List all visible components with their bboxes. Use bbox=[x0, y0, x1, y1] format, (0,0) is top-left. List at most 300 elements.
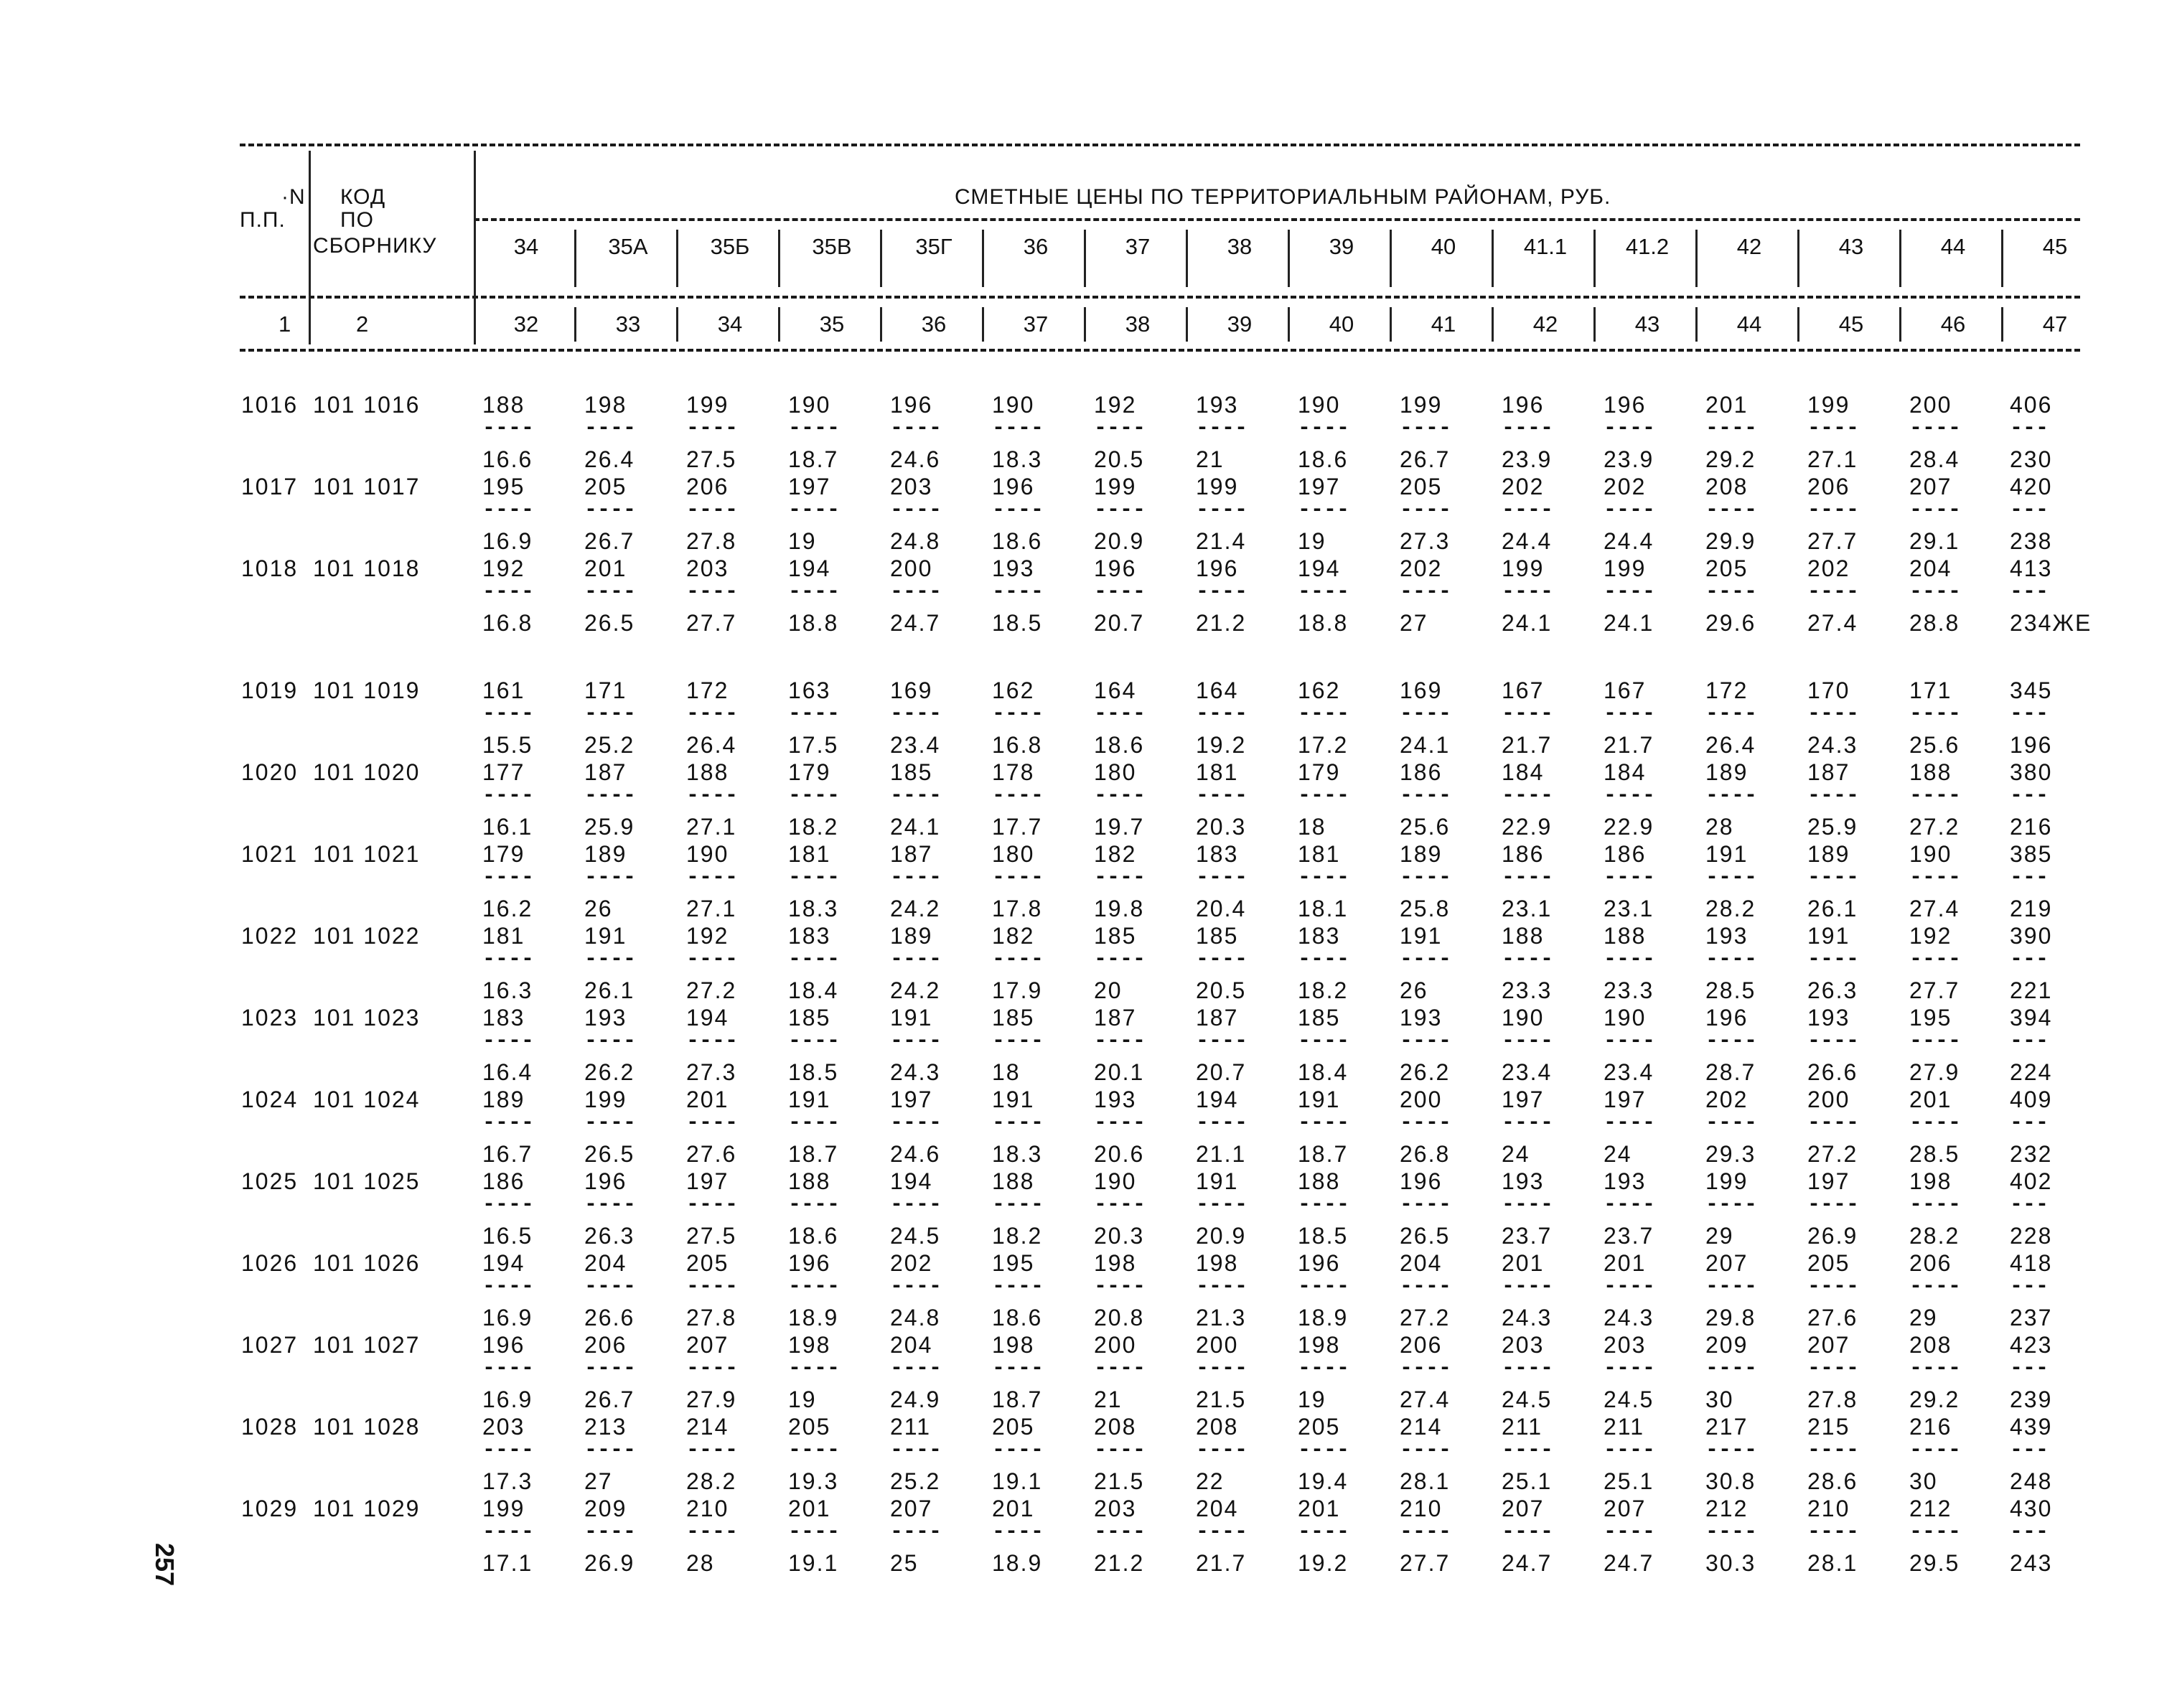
price-bottom: 27.3 bbox=[686, 1059, 737, 1085]
price-top: 208 bbox=[1196, 1414, 1239, 1440]
column-separator bbox=[982, 230, 984, 287]
price-bottom: 26.6 bbox=[584, 1305, 635, 1331]
fraction-dash: ---- bbox=[1196, 498, 1248, 522]
price-top: 185 bbox=[1094, 923, 1137, 949]
price-bottom: 29.3 bbox=[1705, 1141, 1756, 1167]
column-separator bbox=[1186, 307, 1188, 342]
header-separator bbox=[474, 151, 476, 344]
price-top: 188 bbox=[1604, 923, 1647, 949]
fraction-dash: ---- bbox=[1807, 865, 1860, 890]
price-bottom: 248 bbox=[2010, 1468, 2053, 1494]
price-bottom: 26.8 bbox=[1400, 1141, 1451, 1167]
price-bottom: 20.6 bbox=[1094, 1141, 1145, 1167]
price-bottom: 27.9 bbox=[686, 1386, 737, 1412]
price-bottom: 30 bbox=[1705, 1386, 1734, 1412]
fraction-dash: ---- bbox=[1604, 1029, 1656, 1054]
price-top: 214 bbox=[1400, 1414, 1443, 1440]
price-top: 199 bbox=[1196, 474, 1239, 499]
fraction-dash: ---- bbox=[890, 865, 942, 890]
price-top: 409 bbox=[2010, 1087, 2053, 1112]
price-bottom: 26.4 bbox=[1705, 732, 1756, 758]
fraction-dash: ---- bbox=[788, 416, 841, 441]
price-bottom: 29.9 bbox=[1705, 528, 1756, 554]
fraction-dash: ---- bbox=[992, 702, 1044, 726]
fraction-dash: ---- bbox=[992, 498, 1044, 522]
price-bottom: 21.7 bbox=[1502, 732, 1553, 758]
column-separator bbox=[1084, 230, 1086, 287]
fraction-dash: ---- bbox=[1196, 865, 1248, 890]
fraction-dash: ---- bbox=[1909, 784, 1962, 808]
fraction-dash: ---- bbox=[1807, 784, 1860, 808]
header-n-label: ·N bbox=[281, 185, 306, 209]
price-bottom: 24.3 bbox=[1807, 732, 1858, 758]
column-separator bbox=[676, 230, 678, 287]
price-top: 202 bbox=[1400, 555, 1443, 581]
fraction-dash: ---- bbox=[1705, 1275, 1758, 1299]
district-code: 41.1 bbox=[1523, 234, 1568, 259]
price-bottom: 232 bbox=[2010, 1141, 2053, 1167]
price-top: 202 bbox=[1705, 1087, 1749, 1112]
price-top: 162 bbox=[1298, 677, 1341, 703]
price-top: 164 bbox=[1196, 677, 1239, 703]
fraction-dash: ---- bbox=[1807, 416, 1860, 441]
fraction-dash: ---- bbox=[890, 1193, 942, 1217]
row-number: 1021 bbox=[241, 841, 299, 867]
fraction-dash: ---- bbox=[1196, 1438, 1248, 1463]
page-number: 257 bbox=[150, 1543, 179, 1587]
price-top: 193 bbox=[1807, 1005, 1850, 1031]
price-bottom: 29.6 bbox=[1705, 610, 1756, 636]
price-top: 172 bbox=[686, 677, 729, 703]
row-code: 101 1017 bbox=[313, 474, 421, 499]
price-bottom: 24.1 bbox=[1400, 732, 1451, 758]
price-top: 206 bbox=[1807, 474, 1850, 499]
column-number: 35 bbox=[819, 311, 845, 337]
fraction-dash: ---- bbox=[788, 1029, 841, 1054]
fraction-dash: ---- bbox=[1298, 865, 1350, 890]
price-bottom: 16.1 bbox=[482, 814, 533, 840]
fraction-dash: ---- bbox=[1705, 1029, 1758, 1054]
fraction-dash: ---- bbox=[1604, 865, 1656, 890]
fraction-dash: ---- bbox=[1502, 1275, 1554, 1299]
price-bottom: 18.6 bbox=[1094, 732, 1145, 758]
price-top: 208 bbox=[1705, 474, 1749, 499]
fraction-dash: ---- bbox=[1400, 702, 1452, 726]
price-top: 205 bbox=[992, 1414, 1035, 1440]
price-top: 198 bbox=[788, 1332, 831, 1358]
fraction-dash: ---- bbox=[1400, 498, 1452, 522]
price-top: 212 bbox=[1705, 1496, 1749, 1521]
price-bottom: 29.2 bbox=[1705, 446, 1756, 472]
fraction-dash: ---- bbox=[1298, 1520, 1350, 1544]
fraction-dash: ---- bbox=[482, 1356, 535, 1381]
price-top: 200 bbox=[1909, 392, 1952, 418]
price-top: 167 bbox=[1604, 677, 1647, 703]
column-number: 43 bbox=[1634, 311, 1660, 337]
fraction-dash: ---- bbox=[992, 1029, 1044, 1054]
column-number: 37 bbox=[1023, 311, 1049, 337]
fraction-dash: ---- bbox=[584, 702, 637, 726]
price-bottom: 20.4 bbox=[1196, 896, 1247, 921]
price-top: 184 bbox=[1604, 759, 1647, 785]
price-bottom: 27.7 bbox=[1807, 528, 1858, 554]
price-bottom: 28 bbox=[686, 1550, 715, 1576]
price-bottom: 23.7 bbox=[1604, 1223, 1654, 1249]
price-top: 203 bbox=[482, 1414, 525, 1440]
row-number: 1017 bbox=[241, 474, 299, 499]
column-number: 46 bbox=[1940, 311, 1966, 337]
fraction-dash: --- bbox=[2010, 1520, 2049, 1544]
fraction-dash: ---- bbox=[1705, 784, 1758, 808]
price-top: 210 bbox=[686, 1496, 729, 1521]
column-separator bbox=[2001, 230, 2003, 287]
fraction-dash: ---- bbox=[1807, 1193, 1860, 1217]
fraction-dash: ---- bbox=[584, 1356, 637, 1381]
price-top: 187 bbox=[1807, 759, 1850, 785]
fraction-dash: ---- bbox=[1298, 498, 1350, 522]
price-bottom: 29.8 bbox=[1705, 1305, 1756, 1331]
price-top: 209 bbox=[1705, 1332, 1749, 1358]
price-bottom: 18.1 bbox=[1298, 896, 1349, 921]
fraction-dash: ---- bbox=[1094, 1520, 1146, 1544]
price-bottom: 24.5 bbox=[1502, 1386, 1553, 1412]
price-top: 196 bbox=[1604, 392, 1647, 418]
price-top: 207 bbox=[890, 1496, 933, 1521]
price-bottom: 27.4 bbox=[1807, 610, 1858, 636]
fraction-dash: ---- bbox=[686, 784, 739, 808]
fraction-dash: ---- bbox=[1705, 1193, 1758, 1217]
fraction-dash: ---- bbox=[1604, 1438, 1656, 1463]
price-bottom: 24.4 bbox=[1502, 528, 1553, 554]
fraction-dash: ---- bbox=[1909, 1111, 1962, 1135]
fraction-dash: ---- bbox=[1909, 1193, 1962, 1217]
fraction-dash: ---- bbox=[686, 1356, 739, 1381]
fraction-dash: ---- bbox=[584, 1029, 637, 1054]
price-top: 180 bbox=[1094, 759, 1137, 785]
price-bottom: 16.8 bbox=[482, 610, 533, 636]
fraction-dash: ---- bbox=[482, 1520, 535, 1544]
price-bottom: 237 bbox=[2010, 1305, 2053, 1331]
price-bottom: 26.4 bbox=[686, 732, 737, 758]
column-number: 41 bbox=[1431, 311, 1456, 337]
price-bottom: 20.1 bbox=[1094, 1059, 1145, 1085]
row-number: 1027 bbox=[241, 1332, 299, 1358]
price-bottom: 19 bbox=[1298, 528, 1326, 554]
price-bottom: 27.2 bbox=[1807, 1141, 1858, 1167]
price-bottom: 26.6 bbox=[1807, 1059, 1858, 1085]
price-bottom: 27.4 bbox=[1400, 1386, 1451, 1412]
price-top: 205 bbox=[584, 474, 627, 499]
price-top: 390 bbox=[2010, 923, 2053, 949]
column-separator bbox=[778, 307, 780, 342]
price-top: 181 bbox=[788, 841, 831, 867]
price-bottom: 28.1 bbox=[1807, 1550, 1858, 1576]
price-top: 198 bbox=[584, 392, 627, 418]
fraction-dash: ---- bbox=[1502, 498, 1554, 522]
row-number: 1025 bbox=[241, 1168, 299, 1194]
price-top: 199 bbox=[1400, 392, 1443, 418]
price-bottom: 16.9 bbox=[482, 1305, 533, 1331]
price-top: 190 bbox=[1298, 392, 1341, 418]
fraction-dash: ---- bbox=[1807, 702, 1860, 726]
fraction-dash: ---- bbox=[788, 947, 841, 972]
price-bottom: 24.6 bbox=[890, 446, 941, 472]
price-bottom: 26.5 bbox=[1400, 1223, 1451, 1249]
price-bottom: 23.4 bbox=[890, 732, 941, 758]
price-bottom: 18.8 bbox=[1298, 610, 1349, 636]
fraction-dash: ---- bbox=[686, 1520, 739, 1544]
price-top: 191 bbox=[1196, 1168, 1239, 1194]
fraction-dash: --- bbox=[2010, 784, 2049, 808]
price-top: 186 bbox=[482, 1168, 525, 1194]
price-bottom: 26.5 bbox=[584, 1141, 635, 1167]
row-code: 101 1019 bbox=[313, 677, 421, 703]
price-top: 185 bbox=[890, 759, 933, 785]
price-top: 196 bbox=[1400, 1168, 1443, 1194]
price-top: 193 bbox=[1604, 1168, 1647, 1194]
price-top: 201 bbox=[788, 1496, 831, 1521]
fraction-dash: ---- bbox=[686, 702, 739, 726]
price-bottom: 19 bbox=[1298, 1386, 1326, 1412]
price-top: 194 bbox=[686, 1005, 729, 1031]
fraction-dash: ---- bbox=[1705, 1438, 1758, 1463]
price-top: 182 bbox=[1094, 841, 1137, 867]
price-top: 171 bbox=[584, 677, 627, 703]
fraction-dash: ---- bbox=[1196, 580, 1248, 604]
price-bottom: 23.1 bbox=[1502, 896, 1553, 921]
price-top: 188 bbox=[1909, 759, 1952, 785]
fraction-dash: ---- bbox=[992, 416, 1044, 441]
price-top: 187 bbox=[584, 759, 627, 785]
fraction-dash: ---- bbox=[1502, 1193, 1554, 1217]
fraction-dash: ---- bbox=[992, 1275, 1044, 1299]
price-bottom: 28.8 bbox=[1909, 610, 1960, 636]
fraction-dash: ---- bbox=[584, 580, 637, 604]
fraction-dash: ---- bbox=[584, 1520, 637, 1544]
price-bottom: 27.8 bbox=[686, 1305, 737, 1331]
price-bottom: 18.5 bbox=[992, 610, 1043, 636]
column-separator bbox=[1492, 230, 1494, 287]
fraction-dash: ---- bbox=[1909, 865, 1962, 890]
fraction-dash: ---- bbox=[1298, 1356, 1350, 1381]
price-top: 203 bbox=[686, 555, 729, 581]
price-bottom: 26.9 bbox=[1807, 1223, 1858, 1249]
price-bottom: 18.5 bbox=[1298, 1223, 1349, 1249]
price-top: 191 bbox=[1705, 841, 1749, 867]
price-top: 211 bbox=[1604, 1414, 1645, 1440]
fraction-dash: ---- bbox=[890, 784, 942, 808]
fraction-dash: ---- bbox=[1502, 1029, 1554, 1054]
price-bottom: 25.6 bbox=[1400, 814, 1451, 840]
fraction-dash: --- bbox=[2010, 416, 2049, 441]
price-bottom: 234ЖЕ bbox=[2010, 610, 2092, 636]
column-separator bbox=[1186, 230, 1188, 287]
column-separator bbox=[1288, 307, 1290, 342]
fraction-dash: ---- bbox=[1400, 1356, 1452, 1381]
price-bottom: 17.7 bbox=[992, 814, 1043, 840]
price-bottom: 18.4 bbox=[788, 977, 839, 1003]
price-bottom: 18.7 bbox=[1298, 1141, 1349, 1167]
price-bottom: 16.7 bbox=[482, 1141, 533, 1167]
price-bottom: 20.9 bbox=[1196, 1223, 1247, 1249]
price-bottom: 27.8 bbox=[1807, 1386, 1858, 1412]
row-number: 1029 bbox=[241, 1496, 299, 1521]
price-bottom: 25.6 bbox=[1909, 732, 1960, 758]
price-top: 196 bbox=[890, 392, 933, 418]
price-top: 183 bbox=[1196, 841, 1239, 867]
fraction-dash: ---- bbox=[584, 1275, 637, 1299]
price-bottom: 24.7 bbox=[1502, 1550, 1553, 1576]
fraction-dash: ---- bbox=[1298, 416, 1350, 441]
price-top: 198 bbox=[1196, 1250, 1239, 1276]
price-bottom: 196 bbox=[2010, 732, 2053, 758]
price-top: 193 bbox=[1400, 1005, 1443, 1031]
fraction-dash: ---- bbox=[1705, 1520, 1758, 1544]
price-top: 197 bbox=[1502, 1087, 1545, 1112]
price-bottom: 28.1 bbox=[1400, 1468, 1451, 1494]
price-bottom: 20.5 bbox=[1196, 977, 1247, 1003]
price-top: 193 bbox=[1196, 392, 1239, 418]
price-bottom: 28.6 bbox=[1807, 1468, 1858, 1494]
fraction-dash: ---- bbox=[1298, 1275, 1350, 1299]
fraction-dash: ---- bbox=[1502, 1520, 1554, 1544]
fraction-dash: ---- bbox=[686, 1193, 739, 1217]
fraction-dash: ---- bbox=[992, 947, 1044, 972]
fraction-dash: ---- bbox=[686, 947, 739, 972]
price-top: 217 bbox=[1705, 1414, 1749, 1440]
column-number: 42 bbox=[1532, 311, 1558, 337]
district-code: 42 bbox=[1736, 234, 1762, 259]
fraction-dash: ---- bbox=[1604, 416, 1656, 441]
price-bottom: 28 bbox=[1705, 814, 1734, 840]
price-top: 423 bbox=[2010, 1332, 2053, 1358]
fraction-dash: ---- bbox=[584, 784, 637, 808]
price-bottom: 24.8 bbox=[890, 1305, 941, 1331]
price-bottom: 24.2 bbox=[890, 977, 941, 1003]
fraction-dash: ---- bbox=[1400, 1111, 1452, 1135]
price-top: 172 bbox=[1705, 677, 1749, 703]
fraction-dash: ---- bbox=[1094, 1356, 1146, 1381]
price-bottom: 219 bbox=[2010, 896, 2053, 921]
price-top: 197 bbox=[788, 474, 831, 499]
price-top: 439 bbox=[2010, 1414, 2053, 1440]
price-top: 171 bbox=[1909, 677, 1952, 703]
fraction-dash: ---- bbox=[1604, 784, 1656, 808]
fraction-dash: ---- bbox=[1502, 580, 1554, 604]
price-bottom: 26.1 bbox=[1807, 896, 1858, 921]
fraction-dash: ---- bbox=[1502, 702, 1554, 726]
price-top: 202 bbox=[1807, 555, 1850, 581]
price-top: 199 bbox=[1502, 555, 1545, 581]
row-code: 101 1023 bbox=[313, 1005, 421, 1031]
column-number: 44 bbox=[1736, 311, 1762, 337]
price-bottom: 228 bbox=[2010, 1223, 2053, 1249]
row-number: 1022 bbox=[241, 923, 299, 949]
price-top: 204 bbox=[1196, 1496, 1239, 1521]
district-code: 34 bbox=[513, 234, 539, 259]
price-bottom: 18.7 bbox=[788, 446, 839, 472]
price-top: 196 bbox=[1094, 555, 1137, 581]
price-top: 201 bbox=[1705, 392, 1749, 418]
price-top: 420 bbox=[2010, 474, 2053, 499]
price-top: 161 bbox=[482, 677, 525, 703]
row-number: 1016 bbox=[241, 392, 299, 418]
price-bottom: 16.9 bbox=[482, 528, 533, 554]
price-bottom: 27.1 bbox=[686, 896, 737, 921]
price-top: 206 bbox=[1909, 1250, 1952, 1276]
price-top: 185 bbox=[992, 1005, 1035, 1031]
price-top: 196 bbox=[482, 1332, 525, 1358]
header-rule-columns bbox=[240, 296, 2080, 299]
price-bottom: 24.3 bbox=[890, 1059, 941, 1085]
fraction-dash: --- bbox=[2010, 1111, 2049, 1135]
column-separator bbox=[1797, 307, 1799, 342]
price-bottom: 26 bbox=[584, 896, 613, 921]
row-number: 1028 bbox=[241, 1414, 299, 1440]
price-bottom: 26.2 bbox=[1400, 1059, 1451, 1085]
price-top: 394 bbox=[2010, 1005, 2053, 1031]
column-number: 38 bbox=[1125, 311, 1151, 337]
price-top: 207 bbox=[1502, 1496, 1545, 1521]
fraction-dash: ---- bbox=[1705, 865, 1758, 890]
price-bottom: 27.2 bbox=[1400, 1305, 1451, 1331]
fraction-dash: ---- bbox=[890, 947, 942, 972]
fraction-dash: ---- bbox=[1094, 416, 1146, 441]
price-top: 200 bbox=[1094, 1332, 1137, 1358]
fraction-dash: --- bbox=[2010, 1438, 2049, 1463]
price-bottom: 27.8 bbox=[686, 528, 737, 554]
price-bottom: 21.7 bbox=[1604, 732, 1654, 758]
price-bottom: 20.3 bbox=[1094, 1223, 1145, 1249]
price-bottom: 21.3 bbox=[1196, 1305, 1247, 1331]
district-code: 35Г bbox=[915, 234, 952, 259]
fraction-dash: ---- bbox=[1400, 580, 1452, 604]
price-top: 194 bbox=[890, 1168, 933, 1194]
fraction-dash: ---- bbox=[1094, 947, 1146, 972]
row-code: 101 1020 bbox=[313, 759, 421, 785]
district-code: 38 bbox=[1227, 234, 1253, 259]
price-bottom: 17.8 bbox=[992, 896, 1043, 921]
price-top: 195 bbox=[992, 1250, 1035, 1276]
price-top: 169 bbox=[890, 677, 933, 703]
price-top: 188 bbox=[686, 759, 729, 785]
price-bottom: 20.7 bbox=[1094, 610, 1145, 636]
fraction-dash: --- bbox=[2010, 702, 2049, 726]
price-bottom: 18.2 bbox=[992, 1223, 1043, 1249]
fraction-dash: ---- bbox=[1807, 1520, 1860, 1544]
fraction-dash: ---- bbox=[686, 1029, 739, 1054]
price-top: 197 bbox=[1298, 474, 1341, 499]
price-top: 202 bbox=[890, 1250, 933, 1276]
fraction-dash: ---- bbox=[788, 1193, 841, 1217]
price-bottom: 24.8 bbox=[890, 528, 941, 554]
row-number: 1023 bbox=[241, 1005, 299, 1031]
price-bottom: 16.2 bbox=[482, 896, 533, 921]
price-top: 208 bbox=[1094, 1414, 1137, 1440]
price-top: 185 bbox=[1298, 1005, 1341, 1031]
price-bottom: 23.9 bbox=[1502, 446, 1553, 472]
price-bottom: 221 bbox=[2010, 977, 2053, 1003]
price-bottom: 22.9 bbox=[1604, 814, 1654, 840]
fraction-dash: ---- bbox=[992, 1438, 1044, 1463]
district-code: 35В bbox=[812, 234, 852, 259]
price-top: 196 bbox=[788, 1250, 831, 1276]
fraction-dash: ---- bbox=[890, 1111, 942, 1135]
price-bottom: 24.9 bbox=[890, 1386, 941, 1412]
price-top: 198 bbox=[1909, 1168, 1952, 1194]
column-separator bbox=[1899, 230, 1901, 287]
fraction-dash: ---- bbox=[482, 1029, 535, 1054]
